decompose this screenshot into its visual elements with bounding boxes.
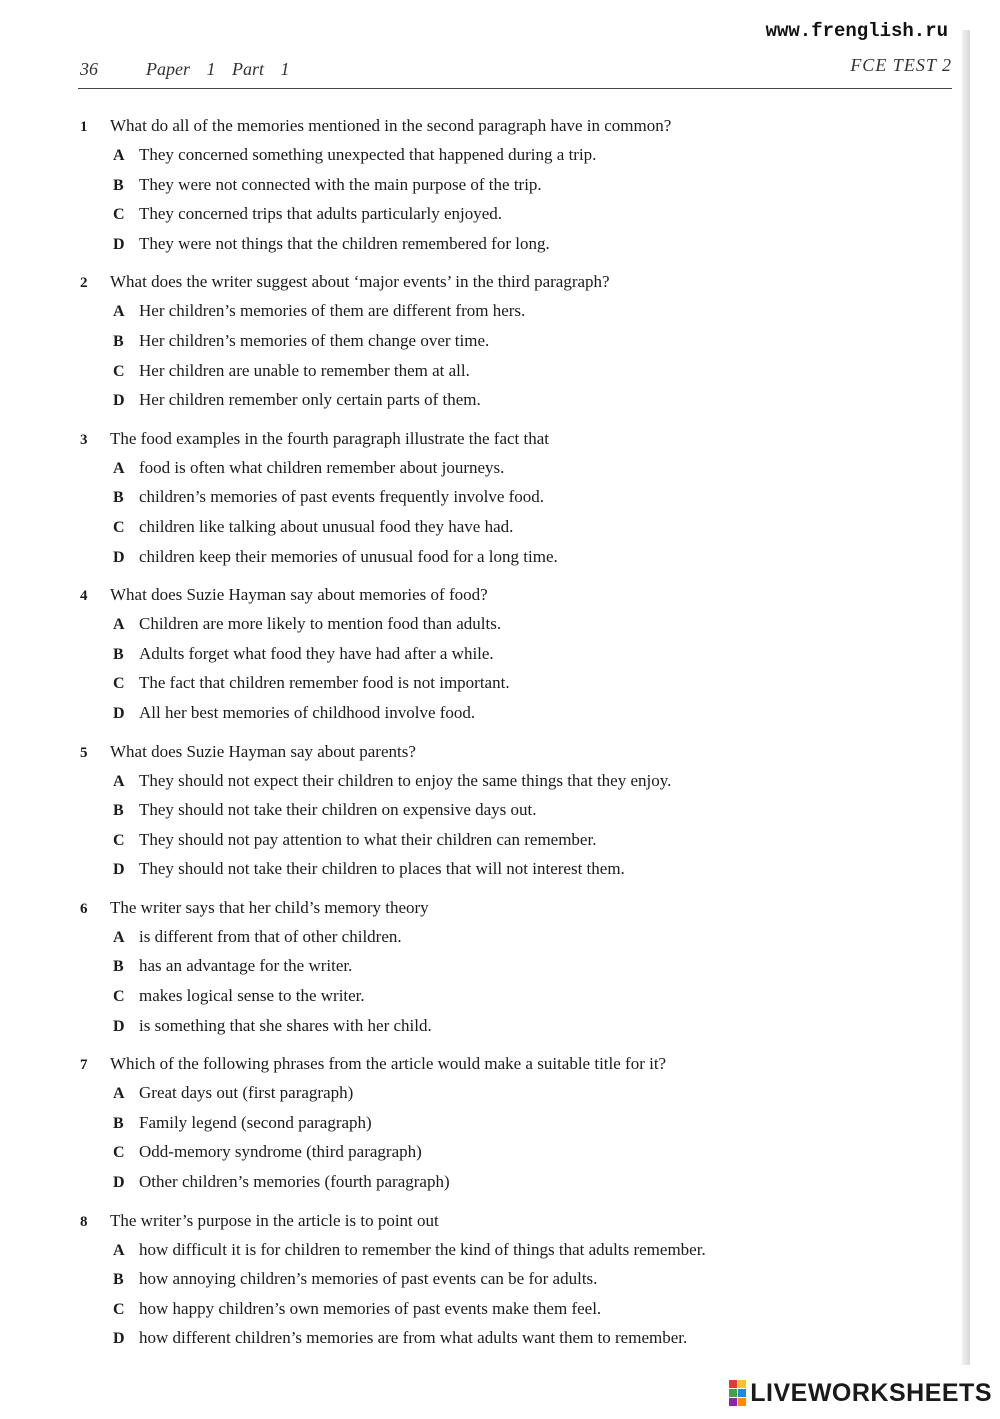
question-stem [80, 1050, 940, 1078]
option-3-d[interactable] [80, 542, 940, 572]
option-letter: C [113, 1300, 125, 1318]
question-stem [80, 425, 940, 453]
question-stem [80, 1207, 940, 1235]
option-text: is something that she shares with her child. [139, 1015, 432, 1035]
option-7-d[interactable] [80, 1167, 940, 1197]
option-text: makes logical sense to the writer. [139, 986, 365, 1006]
option-text: They concerned something unexpected that happened during a trip. [139, 145, 597, 164]
question-stem [80, 581, 940, 609]
option-text: has an advantage for the writer. [139, 956, 353, 976]
option-letter: D [113, 1017, 125, 1035]
logo-square [738, 1398, 746, 1406]
question-number: 5 [80, 744, 88, 761]
option-text: They should not take their children to places that will not interest them. [139, 859, 625, 879]
logo-square [729, 1389, 737, 1397]
option-text: Great days out (first paragraph) [139, 1083, 354, 1103]
option-2-d[interactable] [80, 385, 940, 415]
option-text: They were not connected with the main purpose of the trip. [139, 174, 542, 194]
header-rule [78, 88, 952, 89]
option-1-a[interactable] [80, 140, 940, 170]
question-4 [80, 581, 940, 727]
option-text: Adults forget what food they have had after a while. [139, 643, 494, 663]
option-text: They should not expect their children to enjoy the same things that they enjoy. [139, 770, 672, 790]
option-text: children’s memories of past events frequently involve food. [139, 487, 545, 507]
option-1-c[interactable] [80, 199, 940, 229]
question-7 [80, 1050, 940, 1196]
option-8-c[interactable] [80, 1294, 940, 1324]
question-list [80, 112, 940, 1363]
option-text: how difficult it is for children to remember the kind of things that adults remember. [139, 1239, 706, 1259]
question-stem [80, 268, 940, 296]
option-text: Children are more likely to mention food than adults. [139, 614, 502, 634]
logo-square [729, 1380, 737, 1388]
option-2-c[interactable] [80, 356, 940, 386]
option-6-b[interactable] [80, 951, 940, 981]
option-letter: D [113, 235, 125, 253]
option-4-b[interactable] [80, 639, 940, 669]
option-1-d[interactable] [80, 229, 940, 259]
option-letter: A [113, 772, 125, 790]
option-letter: D [113, 704, 125, 722]
option-text: how happy children’s own memories of past events make them feel. [139, 1298, 602, 1318]
option-text: They should not pay attention to what their children can remember. [139, 829, 597, 849]
question-number: 6 [80, 900, 88, 917]
option-letter: A [113, 303, 125, 321]
option-letter: C [113, 988, 125, 1006]
option-letter: C [113, 1144, 125, 1162]
option-text: Other children’s memories (fourth paragraph) [139, 1172, 450, 1192]
option-text: They should not take their children on expensive days out. [139, 800, 537, 820]
option-8-a[interactable] [80, 1235, 940, 1265]
option-7-c[interactable] [80, 1137, 940, 1167]
option-4-c[interactable] [80, 668, 940, 698]
option-text: The fact that children remember food is not important. [139, 673, 510, 693]
option-1-b[interactable] [80, 170, 940, 200]
option-letter: B [113, 1114, 124, 1132]
logo-square [729, 1398, 737, 1406]
question-3 [80, 425, 940, 571]
option-5-d[interactable] [80, 854, 940, 884]
option-text: They concerned trips that adults particularly enjoyed. [139, 204, 503, 224]
option-letter: A [113, 1085, 125, 1103]
option-text: food is often what children remember about journeys. [139, 457, 505, 477]
question-text: What does Suzie Hayman say about parents? [110, 741, 416, 761]
option-8-d[interactable] [80, 1323, 940, 1353]
question-6 [80, 894, 940, 1040]
option-7-b[interactable] [80, 1108, 940, 1138]
option-letter: A [113, 147, 125, 164]
question-stem [80, 894, 940, 922]
option-text: how different children’s memories are from what adults want them to remember. [139, 1328, 688, 1348]
question-text: What does the writer suggest about ‘major events’ in the third paragraph? [110, 272, 610, 292]
liveworksheets-logo[interactable] [729, 1379, 992, 1407]
option-text: children keep their memories of unusual food for a long time. [139, 546, 558, 566]
option-text: Her children’s memories of them change over time. [139, 330, 490, 350]
paper-part-label: Paper 1 Part 1 [146, 59, 290, 79]
option-8-b[interactable] [80, 1264, 940, 1294]
option-4-d[interactable] [80, 698, 940, 728]
question-number: 3 [80, 431, 88, 448]
question-number: 4 [80, 588, 88, 605]
option-text: All her best memories of childhood involve food. [139, 702, 476, 722]
logo-square [738, 1389, 746, 1397]
option-letter: A [113, 616, 125, 634]
option-letter: A [113, 928, 125, 946]
option-6-c[interactable] [80, 981, 940, 1011]
page-number: 36 [80, 59, 98, 79]
question-stem [80, 112, 940, 140]
option-5-c[interactable] [80, 825, 940, 855]
option-letter: D [113, 1330, 125, 1348]
option-text: Family legend (second paragraph) [139, 1112, 372, 1132]
question-8 [80, 1207, 940, 1353]
option-2-b[interactable] [80, 326, 940, 356]
site-url: www.frenglish.ru [765, 20, 948, 42]
option-letter: B [113, 489, 124, 507]
option-3-a[interactable] [80, 453, 940, 483]
option-6-a[interactable] [80, 922, 940, 952]
option-text: Her children’s memories of them are different from hers. [139, 301, 526, 321]
option-letter: D [113, 1174, 125, 1192]
option-4-a[interactable] [80, 609, 940, 639]
option-letter: D [113, 392, 125, 410]
option-letter: B [113, 645, 124, 663]
option-letter: C [113, 831, 125, 849]
logo-mark-icon [729, 1380, 746, 1406]
question-stem [80, 738, 940, 766]
option-3-c[interactable] [80, 512, 940, 542]
option-text: children like talking about unusual food they have had. [139, 516, 514, 536]
option-3-b[interactable] [80, 482, 940, 512]
option-6-d[interactable] [80, 1011, 940, 1041]
logo-text: LIVEWORKSHEETS [750, 1378, 992, 1407]
option-letter: B [113, 176, 124, 194]
question-1 [80, 112, 940, 258]
question-number: 8 [80, 1213, 88, 1230]
question-text: What do all of the memories mentioned in the second paragraph have in common? [110, 116, 672, 135]
option-letter: A [113, 1241, 125, 1259]
question-text: What does Suzie Hayman say about memories of food? [110, 585, 488, 605]
question-2 [80, 268, 940, 414]
option-letter: C [113, 362, 125, 380]
question-number: 2 [80, 275, 88, 292]
option-7-a[interactable] [80, 1078, 940, 1108]
option-letter: D [113, 861, 125, 879]
option-letter: B [113, 1271, 124, 1289]
option-2-a[interactable] [80, 296, 940, 326]
option-letter: B [113, 332, 124, 350]
question-5 [80, 738, 940, 884]
option-5-a[interactable] [80, 766, 940, 796]
option-letter: C [113, 518, 125, 536]
test-name: FCE TEST 2 [850, 55, 952, 75]
option-text: how annoying children’s memories of past events can be for adults. [139, 1269, 598, 1289]
option-letter: A [113, 459, 125, 477]
question-text: The food examples in the fourth paragraph illustrate the fact that [110, 428, 550, 448]
question-number: 1 [80, 119, 88, 135]
option-text: Odd-memory syndrome (third paragraph) [139, 1142, 422, 1162]
question-text: The writer’s purpose in the article is to point out [110, 1210, 439, 1230]
option-letter: B [113, 802, 124, 820]
option-text: is different from that of other children. [139, 926, 402, 946]
option-letter: C [113, 675, 125, 693]
question-number: 7 [80, 1057, 88, 1074]
option-letter: D [113, 548, 125, 566]
question-text: The writer says that her child’s memory theory [110, 897, 429, 917]
option-letter: C [113, 206, 125, 224]
option-5-b[interactable] [80, 795, 940, 825]
option-text: Her children are unable to remember them at all. [139, 360, 470, 380]
option-text: Her children remember only certain parts of them. [139, 390, 481, 410]
option-text: They were not things that the children remembered for long. [139, 233, 550, 253]
option-letter: B [113, 958, 124, 976]
logo-square [738, 1380, 746, 1388]
question-text: Which of the following phrases from the article would make a suitable title for it? [110, 1054, 667, 1074]
page-edge-shadow [962, 30, 970, 1365]
